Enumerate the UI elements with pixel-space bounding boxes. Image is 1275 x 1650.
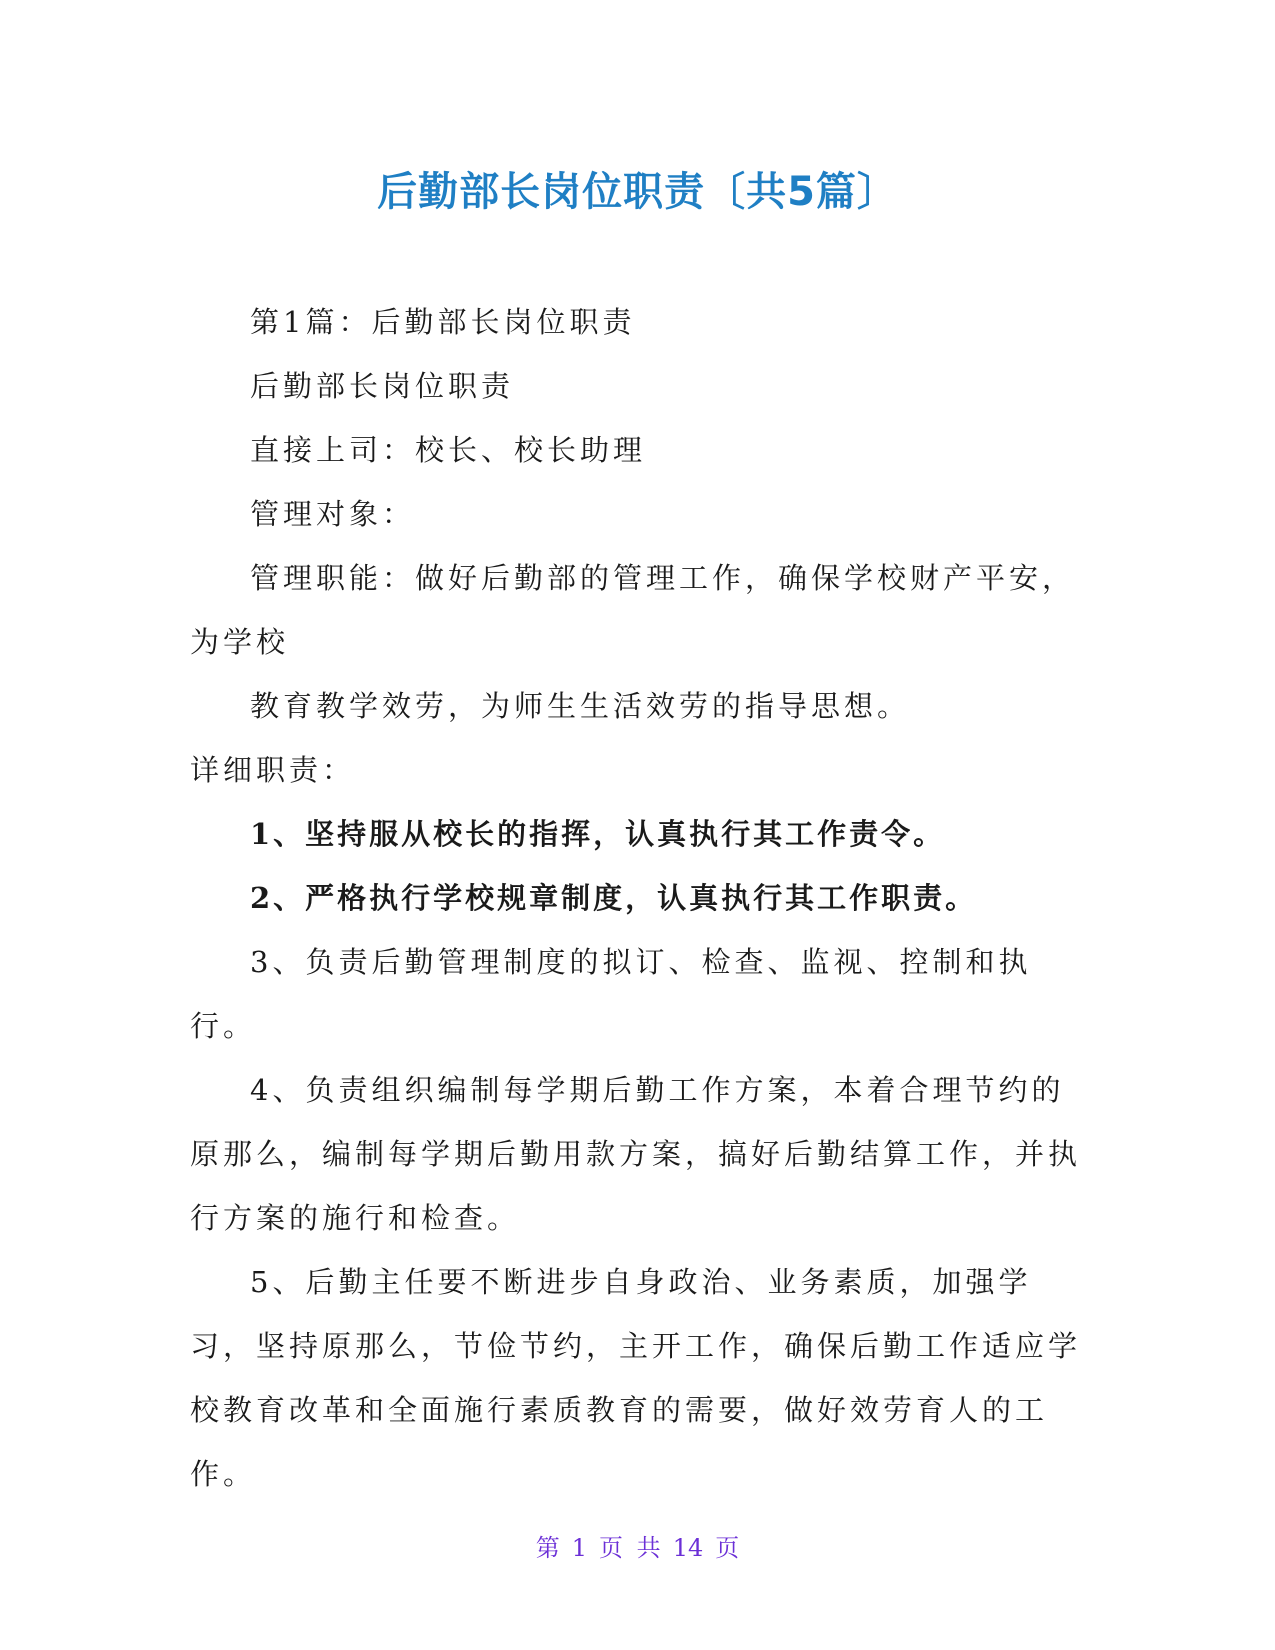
duty-item-5: 5、后勤主任要不断进步自身政治、业务素质，加强学习，坚持原那么，节俭节约，主开工作，确保后勤工作适应学校教育改革和全面施行素质教育的需要，做好效劳育人的工作。 (190, 1265, 1082, 1491)
duty-item-4: 4、负责组织编制每学期后勤工作方案，本着合理节约的原那么，编制每学期后勤用款方案，搞好后勤结算工作，并执行方案的施行和检查。 (190, 1073, 1082, 1235)
footer-total-pages: 14 (672, 1534, 704, 1562)
paragraph-job-title: 后勤部长岗位职责 (250, 369, 515, 403)
paragraph-section-heading: 第1篇：后勤部长岗位职责 (250, 305, 636, 339)
footer-prefix: 第 (535, 1534, 560, 1562)
duty-item-2: 2、严格执行学校规章制度，认真执行其工作职责。 (250, 881, 978, 915)
footer-suffix: 页 (715, 1534, 740, 1562)
paragraph-management-function: 管理职能：做好后勤部的管理工作，确保学校财产平安，为学校 (190, 561, 1076, 659)
footer-current-page: 1 (571, 1534, 588, 1562)
footer-middle: 页 共 (599, 1534, 661, 1562)
document-body (190, 290, 1085, 1506)
paragraph-guiding-idea: 教育教学效劳，为师生生活效劳的指导思想。 (250, 689, 911, 723)
paragraph-managed-objects: 管理对象： (250, 497, 416, 531)
paragraph-duties-heading: 详细职责： (190, 753, 356, 787)
paragraph-supervisor: 直接上司：校长、校长助理 (250, 433, 647, 467)
document-title: 后勤部长岗位职责〔共5篇〕 (377, 169, 898, 215)
duty-item-1: 1、坚持服从校长的指挥，认真执行其工作责令。 (250, 817, 946, 851)
duty-item-3: 3、负责后勤管理制度的拟订、检查、监视、控制和执行。 (190, 945, 1032, 1043)
page-footer (0, 1528, 1275, 1563)
